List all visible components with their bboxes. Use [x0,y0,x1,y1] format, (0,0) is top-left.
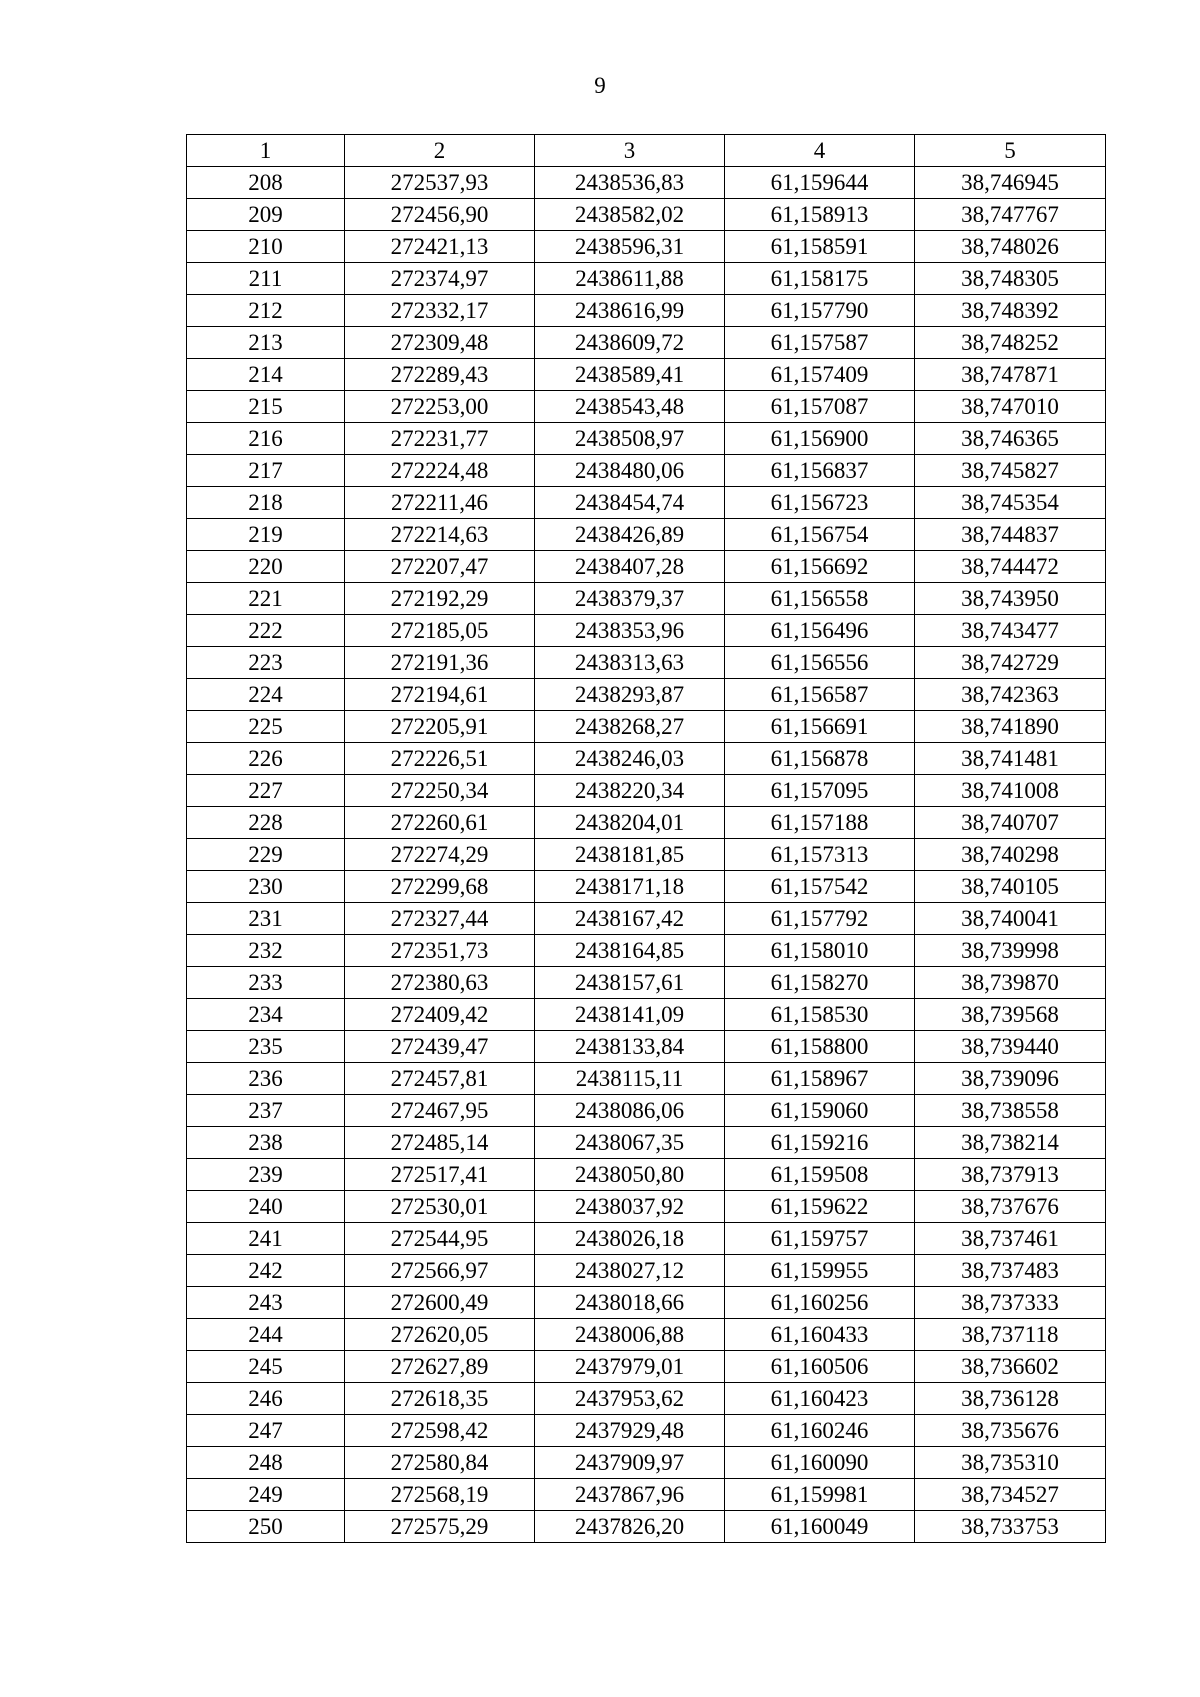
table-row [187,711,1106,743]
longitude-cell: 38,736602 [915,1351,1106,1383]
point-number-cell: 246 [187,1383,345,1415]
table-row [187,615,1106,647]
longitude-cell: 38,738558 [915,1095,1106,1127]
latitude-cell: 61,157587 [725,327,915,359]
x-coordinate-cell: 272289,43 [345,359,535,391]
column-header-4: 4 [725,135,915,167]
y-coordinate-cell: 2438379,37 [535,583,725,615]
table-body [187,167,1106,1543]
point-number-cell: 212 [187,295,345,327]
y-coordinate-cell: 2438037,92 [535,1191,725,1223]
table-row [187,263,1106,295]
table-row [187,871,1106,903]
x-coordinate-cell: 272618,35 [345,1383,535,1415]
point-number-cell: 248 [187,1447,345,1479]
x-coordinate-cell: 272575,29 [345,1511,535,1543]
x-coordinate-cell: 272439,47 [345,1031,535,1063]
table-row [187,647,1106,679]
longitude-cell: 38,737461 [915,1223,1106,1255]
longitude-cell: 38,739998 [915,935,1106,967]
column-header-3: 3 [535,135,725,167]
table-row [187,455,1106,487]
point-number-cell: 243 [187,1287,345,1319]
x-coordinate-cell: 272231,77 [345,423,535,455]
table-row [187,359,1106,391]
point-number-cell: 213 [187,327,345,359]
table-row [187,1319,1106,1351]
table-header [187,135,1106,167]
latitude-cell: 61,160256 [725,1287,915,1319]
point-number-cell: 242 [187,1255,345,1287]
longitude-cell: 38,737913 [915,1159,1106,1191]
table-row [187,583,1106,615]
table-row [187,807,1106,839]
x-coordinate-cell: 272194,61 [345,679,535,711]
y-coordinate-cell: 2438026,18 [535,1223,725,1255]
point-number-cell: 244 [187,1319,345,1351]
longitude-cell: 38,740707 [915,807,1106,839]
y-coordinate-cell: 2437979,01 [535,1351,725,1383]
latitude-cell: 61,158175 [725,263,915,295]
header-row [187,135,1106,167]
latitude-cell: 61,157409 [725,359,915,391]
table-row [187,743,1106,775]
longitude-cell: 38,740105 [915,871,1106,903]
y-coordinate-cell: 2438454,74 [535,487,725,519]
y-coordinate-cell: 2438611,88 [535,263,725,295]
latitude-cell: 61,159981 [725,1479,915,1511]
x-coordinate-cell: 272260,61 [345,807,535,839]
y-coordinate-cell: 2438157,61 [535,967,725,999]
latitude-cell: 61,156754 [725,519,915,551]
table-row [187,391,1106,423]
y-coordinate-cell: 2438115,11 [535,1063,725,1095]
longitude-cell: 38,743477 [915,615,1106,647]
point-number-cell: 250 [187,1511,345,1543]
point-number-cell: 224 [187,679,345,711]
table-row [187,167,1106,199]
point-number-cell: 238 [187,1127,345,1159]
y-coordinate-cell: 2438426,89 [535,519,725,551]
latitude-cell: 61,159757 [725,1223,915,1255]
longitude-cell: 38,746945 [915,167,1106,199]
point-number-cell: 226 [187,743,345,775]
table-row [187,1223,1106,1255]
longitude-cell: 38,748252 [915,327,1106,359]
longitude-cell: 38,737118 [915,1319,1106,1351]
y-coordinate-cell: 2438508,97 [535,423,725,455]
y-coordinate-cell: 2438164,85 [535,935,725,967]
y-coordinate-cell: 2438067,35 [535,1127,725,1159]
table-row [187,1287,1106,1319]
table-row [187,903,1106,935]
x-coordinate-cell: 272598,42 [345,1415,535,1447]
point-number-cell: 225 [187,711,345,743]
y-coordinate-cell: 2438407,28 [535,551,725,583]
latitude-cell: 61,157188 [725,807,915,839]
table-row [187,327,1106,359]
longitude-cell: 38,739870 [915,967,1106,999]
point-number-cell: 215 [187,391,345,423]
latitude-cell: 61,157792 [725,903,915,935]
x-coordinate-cell: 272274,29 [345,839,535,871]
latitude-cell: 61,157095 [725,775,915,807]
table-row [187,1095,1106,1127]
longitude-cell: 38,737333 [915,1287,1106,1319]
x-coordinate-cell: 272580,84 [345,1447,535,1479]
table-row [187,679,1106,711]
table-row [187,519,1106,551]
latitude-cell: 61,159216 [725,1127,915,1159]
y-coordinate-cell: 2438027,12 [535,1255,725,1287]
point-number-cell: 235 [187,1031,345,1063]
table-row [187,935,1106,967]
longitude-cell: 38,739568 [915,999,1106,1031]
longitude-cell: 38,748026 [915,231,1106,263]
x-coordinate-cell: 272568,19 [345,1479,535,1511]
latitude-cell: 61,157790 [725,295,915,327]
latitude-cell: 61,157087 [725,391,915,423]
point-number-cell: 231 [187,903,345,935]
longitude-cell: 38,746365 [915,423,1106,455]
point-number-cell: 220 [187,551,345,583]
x-coordinate-cell: 272226,51 [345,743,535,775]
y-coordinate-cell: 2438293,87 [535,679,725,711]
table-row [187,423,1106,455]
y-coordinate-cell: 2437929,48 [535,1415,725,1447]
longitude-cell: 38,748392 [915,295,1106,327]
longitude-cell: 38,744837 [915,519,1106,551]
x-coordinate-cell: 272332,17 [345,295,535,327]
y-coordinate-cell: 2438353,96 [535,615,725,647]
point-number-cell: 227 [187,775,345,807]
x-coordinate-cell: 272485,14 [345,1127,535,1159]
table-row [187,775,1106,807]
point-number-cell: 232 [187,935,345,967]
table-row [187,1031,1106,1063]
point-number-cell: 236 [187,1063,345,1095]
latitude-cell: 61,159622 [725,1191,915,1223]
x-coordinate-cell: 272214,63 [345,519,535,551]
latitude-cell: 61,158270 [725,967,915,999]
point-number-cell: 237 [187,1095,345,1127]
point-number-cell: 221 [187,583,345,615]
table-row [187,999,1106,1031]
x-coordinate-cell: 272456,90 [345,199,535,231]
point-number-cell: 233 [187,967,345,999]
y-coordinate-cell: 2438006,88 [535,1319,725,1351]
x-coordinate-cell: 272250,34 [345,775,535,807]
table-row [187,1351,1106,1383]
x-coordinate-cell: 272566,97 [345,1255,535,1287]
y-coordinate-cell: 2438167,42 [535,903,725,935]
longitude-cell: 38,740041 [915,903,1106,935]
table-row [187,1383,1106,1415]
y-coordinate-cell: 2438268,27 [535,711,725,743]
x-coordinate-cell: 272309,48 [345,327,535,359]
point-number-cell: 219 [187,519,345,551]
x-coordinate-cell: 272544,95 [345,1223,535,1255]
table-row [187,231,1106,263]
y-coordinate-cell: 2437867,96 [535,1479,725,1511]
table-row [187,295,1106,327]
y-coordinate-cell: 2437909,97 [535,1447,725,1479]
latitude-cell: 61,156878 [725,743,915,775]
table-row [187,1063,1106,1095]
x-coordinate-cell: 272205,91 [345,711,535,743]
x-coordinate-cell: 272211,46 [345,487,535,519]
latitude-cell: 61,159508 [725,1159,915,1191]
x-coordinate-cell: 272421,13 [345,231,535,263]
point-number-cell: 217 [187,455,345,487]
latitude-cell: 61,160433 [725,1319,915,1351]
longitude-cell: 38,742729 [915,647,1106,679]
longitude-cell: 38,744472 [915,551,1106,583]
latitude-cell: 61,158591 [725,231,915,263]
longitude-cell: 38,747871 [915,359,1106,391]
x-coordinate-cell: 272351,73 [345,935,535,967]
latitude-cell: 61,158913 [725,199,915,231]
point-number-cell: 229 [187,839,345,871]
y-coordinate-cell: 2438220,34 [535,775,725,807]
point-number-cell: 222 [187,615,345,647]
x-coordinate-cell: 272627,89 [345,1351,535,1383]
longitude-cell: 38,734527 [915,1479,1106,1511]
table-row [187,1511,1106,1543]
y-coordinate-cell: 2438313,63 [535,647,725,679]
latitude-cell: 61,158530 [725,999,915,1031]
latitude-cell: 61,156496 [725,615,915,647]
longitude-cell: 38,738214 [915,1127,1106,1159]
point-number-cell: 210 [187,231,345,263]
x-coordinate-cell: 272517,41 [345,1159,535,1191]
latitude-cell: 61,157542 [725,871,915,903]
latitude-cell: 61,160506 [725,1351,915,1383]
longitude-cell: 38,745827 [915,455,1106,487]
point-number-cell: 208 [187,167,345,199]
y-coordinate-cell: 2438204,01 [535,807,725,839]
latitude-cell: 61,158800 [725,1031,915,1063]
x-coordinate-cell: 272530,01 [345,1191,535,1223]
x-coordinate-cell: 272600,49 [345,1287,535,1319]
table-row [187,1447,1106,1479]
x-coordinate-cell: 272467,95 [345,1095,535,1127]
column-header-2: 2 [345,135,535,167]
y-coordinate-cell: 2437953,62 [535,1383,725,1415]
table-row [187,551,1106,583]
x-coordinate-cell: 272299,68 [345,871,535,903]
y-coordinate-cell: 2438480,06 [535,455,725,487]
table-row [187,1159,1106,1191]
latitude-cell: 61,160246 [725,1415,915,1447]
coordinates-table [186,134,1106,1543]
table-row [187,1415,1106,1447]
x-coordinate-cell: 272207,47 [345,551,535,583]
longitude-cell: 38,739096 [915,1063,1106,1095]
longitude-cell: 38,743950 [915,583,1106,615]
table-row [187,199,1106,231]
longitude-cell: 38,747767 [915,199,1106,231]
longitude-cell: 38,735676 [915,1415,1106,1447]
longitude-cell: 38,741008 [915,775,1106,807]
column-header-5: 5 [915,135,1106,167]
table-row [187,839,1106,871]
y-coordinate-cell: 2438086,06 [535,1095,725,1127]
point-number-cell: 216 [187,423,345,455]
latitude-cell: 61,160423 [725,1383,915,1415]
x-coordinate-cell: 272192,29 [345,583,535,615]
table-row [187,487,1106,519]
point-number-cell: 223 [187,647,345,679]
x-coordinate-cell: 272409,42 [345,999,535,1031]
latitude-cell: 61,156900 [725,423,915,455]
point-number-cell: 228 [187,807,345,839]
y-coordinate-cell: 2438141,09 [535,999,725,1031]
y-coordinate-cell: 2438589,41 [535,359,725,391]
longitude-cell: 38,736128 [915,1383,1106,1415]
x-coordinate-cell: 272191,36 [345,647,535,679]
point-number-cell: 239 [187,1159,345,1191]
y-coordinate-cell: 2437826,20 [535,1511,725,1543]
longitude-cell: 38,747010 [915,391,1106,423]
y-coordinate-cell: 2438050,80 [535,1159,725,1191]
y-coordinate-cell: 2438246,03 [535,743,725,775]
longitude-cell: 38,735310 [915,1447,1106,1479]
longitude-cell: 38,737676 [915,1191,1106,1223]
y-coordinate-cell: 2438133,84 [535,1031,725,1063]
longitude-cell: 38,745354 [915,487,1106,519]
y-coordinate-cell: 2438609,72 [535,327,725,359]
point-number-cell: 209 [187,199,345,231]
longitude-cell: 38,741890 [915,711,1106,743]
latitude-cell: 61,159955 [725,1255,915,1287]
x-coordinate-cell: 272327,44 [345,903,535,935]
x-coordinate-cell: 272224,48 [345,455,535,487]
y-coordinate-cell: 2438596,31 [535,231,725,263]
y-coordinate-cell: 2438536,83 [535,167,725,199]
x-coordinate-cell: 272380,63 [345,967,535,999]
latitude-cell: 61,156587 [725,679,915,711]
point-number-cell: 249 [187,1479,345,1511]
y-coordinate-cell: 2438582,02 [535,199,725,231]
latitude-cell: 61,157313 [725,839,915,871]
latitude-cell: 61,156837 [725,455,915,487]
table-row [187,967,1106,999]
table-row [187,1191,1106,1223]
latitude-cell: 61,156723 [725,487,915,519]
longitude-cell: 38,733753 [915,1511,1106,1543]
longitude-cell: 38,742363 [915,679,1106,711]
point-number-cell: 234 [187,999,345,1031]
y-coordinate-cell: 2438543,48 [535,391,725,423]
point-number-cell: 218 [187,487,345,519]
longitude-cell: 38,737483 [915,1255,1106,1287]
table-row [187,1479,1106,1511]
longitude-cell: 38,748305 [915,263,1106,295]
table-row [187,1127,1106,1159]
point-number-cell: 241 [187,1223,345,1255]
point-number-cell: 214 [187,359,345,391]
point-number-cell: 230 [187,871,345,903]
latitude-cell: 61,159060 [725,1095,915,1127]
y-coordinate-cell: 2438616,99 [535,295,725,327]
point-number-cell: 245 [187,1351,345,1383]
x-coordinate-cell: 272253,00 [345,391,535,423]
longitude-cell: 38,740298 [915,839,1106,871]
latitude-cell: 61,156692 [725,551,915,583]
point-number-cell: 247 [187,1415,345,1447]
longitude-cell: 38,739440 [915,1031,1106,1063]
x-coordinate-cell: 272457,81 [345,1063,535,1095]
y-coordinate-cell: 2438018,66 [535,1287,725,1319]
latitude-cell: 61,158010 [725,935,915,967]
latitude-cell: 61,160090 [725,1447,915,1479]
point-number-cell: 240 [187,1191,345,1223]
x-coordinate-cell: 272620,05 [345,1319,535,1351]
page-number: 9 [594,73,606,98]
point-number-cell: 211 [187,263,345,295]
latitude-cell: 61,160049 [725,1511,915,1543]
table-row [187,1255,1106,1287]
x-coordinate-cell: 272374,97 [345,263,535,295]
latitude-cell: 61,158967 [725,1063,915,1095]
latitude-cell: 61,156556 [725,647,915,679]
latitude-cell: 61,156691 [725,711,915,743]
y-coordinate-cell: 2438181,85 [535,839,725,871]
x-coordinate-cell: 272185,05 [345,615,535,647]
latitude-cell: 61,156558 [725,583,915,615]
column-header-1: 1 [187,135,345,167]
longitude-cell: 38,741481 [915,743,1106,775]
x-coordinate-cell: 272537,93 [345,167,535,199]
y-coordinate-cell: 2438171,18 [535,871,725,903]
latitude-cell: 61,159644 [725,167,915,199]
